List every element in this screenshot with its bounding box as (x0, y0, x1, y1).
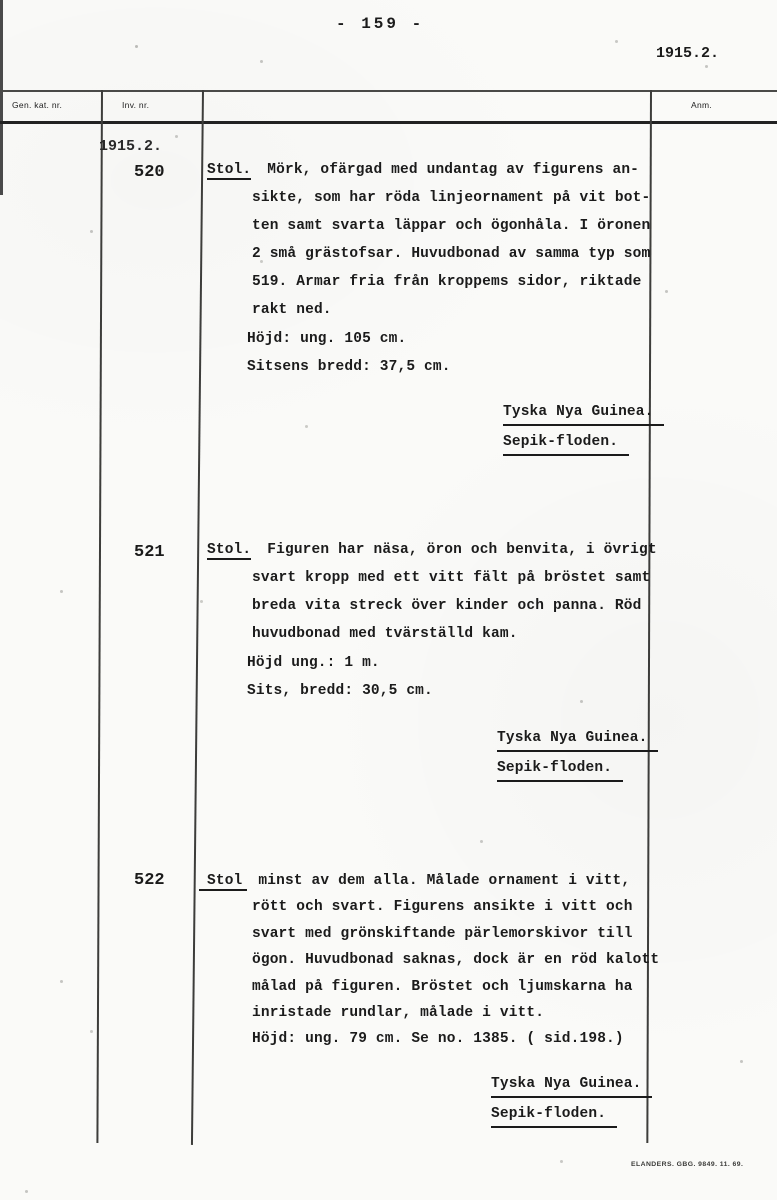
provenance-lines (497, 730, 658, 782)
description-line: sikte, som har röda linjeornament på vit bot- (252, 190, 651, 206)
description-line: svart kropp med ett vitt fält på bröstet samt (252, 570, 651, 586)
description-line: rött och svart. Figurens ansikte i vitt och (252, 899, 633, 916)
provenance-line: Sepik-floden. (491, 1106, 617, 1128)
provenance-lines (503, 404, 664, 456)
entry-first-line-text: Mörk, ofärgad med undantag av figurens an- (267, 162, 640, 178)
entry-term: Stol. (207, 542, 252, 558)
entry-description (207, 536, 682, 648)
description-line: rakt ned. (252, 302, 332, 318)
inventory-number: 521 (134, 543, 165, 562)
description-line: 2 små grästofsar. Huvudbonad av samma typ som (252, 246, 651, 262)
entry-first-line-text: minst av dem alla. Målade ornament i vitt, (258, 873, 631, 889)
scan-edge-artifact (0, 0, 3, 195)
column-header-anm: Anm. (691, 100, 713, 110)
scan-specks (135, 45, 138, 48)
description-line: ten samt svarta läppar och ögonhåla. I öronen (252, 218, 651, 234)
provenance-line: Tyska Nya Guinea. (503, 404, 664, 426)
column-divider-2 (191, 90, 204, 1145)
entry-measurements (247, 325, 451, 381)
measurement-line: Sits, bredd: 30,5 cm. (247, 682, 433, 699)
entry-first-line-text: Figuren har näsa, öron och benvita, i övrigt (267, 542, 657, 558)
entry-description (207, 868, 682, 1053)
measurement-line: Höjd: ung. 105 cm. (247, 331, 407, 347)
entry-description (207, 156, 682, 324)
entry-measurements (247, 650, 433, 705)
provenance-line: Sepik-floden. (497, 760, 623, 782)
year-reference: 1915.2. (656, 45, 720, 62)
measurement-line: Höjd ung.: 1 m. (247, 655, 380, 671)
description-line: breda vita streck över kinder och panna. Röd (252, 598, 642, 614)
description-line: svart med grönskiftande pärlemorskivor till (252, 925, 633, 942)
entry-first-line (207, 156, 682, 184)
description-line: målad på figuren. Bröstet och ljumskarna ha (252, 978, 633, 995)
column-header-inv-nr: Inv. nr. (122, 100, 150, 110)
printer-mark: ELANDERS. GBG. 9849. 11. 69. (631, 1161, 744, 1168)
provenance-line: Tyska Nya Guinea. (497, 730, 658, 752)
inventory-number: 522 (134, 871, 165, 890)
description-line: Höjd: ung. 79 cm. Se no. 1385. ( sid.198.) (252, 1031, 624, 1048)
table-top-rule (0, 90, 777, 92)
entry-first-line (207, 868, 682, 894)
entry-provenance (503, 404, 664, 464)
provenance-lines (491, 1076, 652, 1128)
table-header-rule (0, 121, 777, 124)
provenance-line: Sepik-floden. (503, 434, 629, 456)
entry-lines (252, 184, 682, 324)
entry-term: Stol (199, 873, 247, 891)
entry-term: Stol. (207, 162, 252, 178)
measurement-lines (247, 650, 433, 705)
column-header-gen-kat-nr: Gen. kat. nr. (12, 100, 63, 110)
entry-provenance (491, 1076, 652, 1136)
entry-lines (252, 564, 682, 648)
column-divider-1 (96, 90, 102, 1143)
entry-provenance (497, 730, 658, 790)
inventory-number: 520 (134, 163, 165, 182)
provenance-line: Tyska Nya Guinea. (491, 1076, 652, 1098)
description-line: huvudbonad med tvärställd kam. (252, 626, 518, 642)
page-number: - 159 - (336, 15, 425, 33)
description-line: inristade rundlar, målade i vitt. (252, 1005, 545, 1022)
measurement-line: Sitsens bredd: 37,5 cm. (247, 359, 451, 375)
entry-lines (252, 894, 682, 1052)
description-line: ögon. Huvudbonad saknas, dock är en röd kalott (252, 952, 660, 969)
entry-first-line (207, 536, 682, 564)
inventory-group-label: 1915.2. (99, 138, 163, 155)
measurement-lines (247, 325, 451, 381)
description-line: 519. Armar fria från kroppems sidor, riktade (252, 274, 642, 290)
